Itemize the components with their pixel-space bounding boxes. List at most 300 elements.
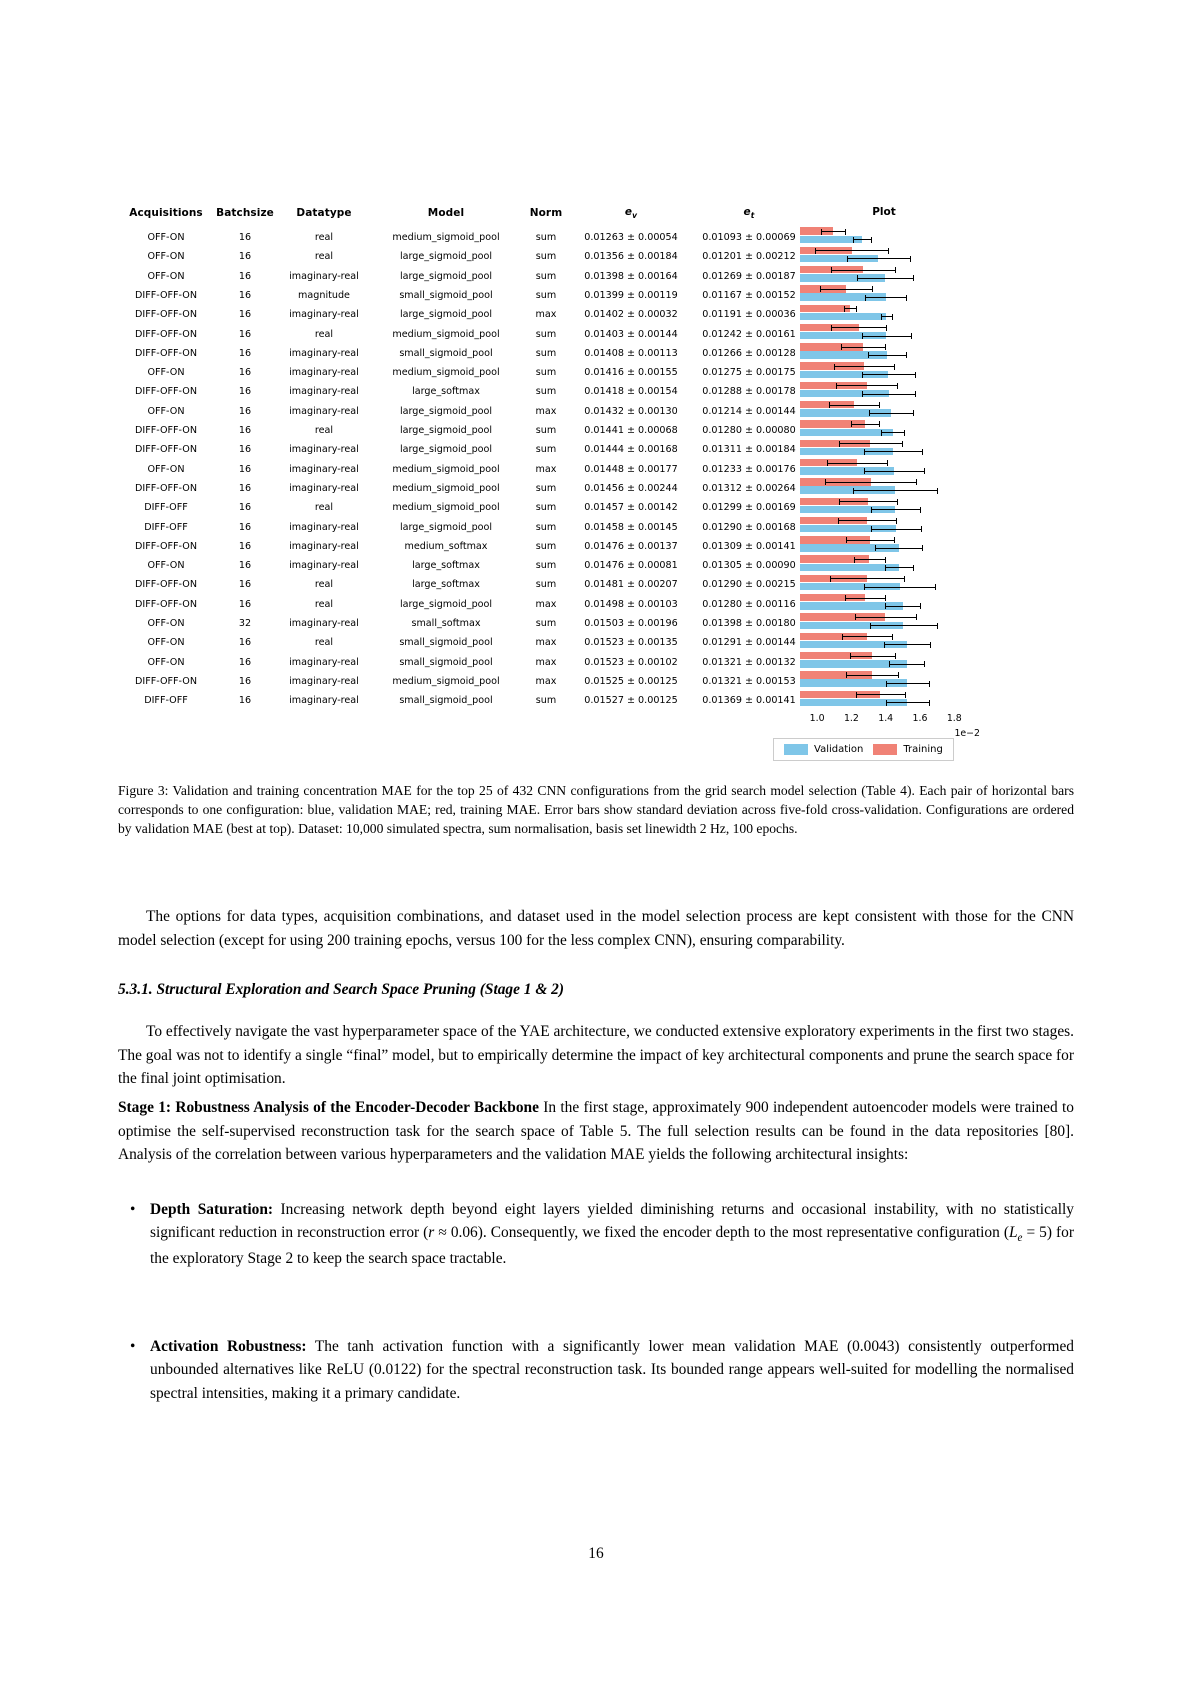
cell-datatype: real — [314, 328, 334, 340]
cell-acquisitions: DIFF-OFF-ON — [134, 482, 198, 494]
training-errorbar-cap-lower — [845, 595, 846, 601]
cell-model: small_softmax — [411, 618, 481, 630]
cell-training-error: 0.01309 ± 0.00141 — [702, 540, 796, 552]
bar-plot — [800, 206, 980, 743]
bar-group — [800, 477, 968, 496]
validation-errorbar-cap-lower — [884, 642, 885, 648]
cell-training-error: 0.01305 ± 0.00090 — [702, 560, 796, 572]
table-row — [118, 247, 808, 266]
bar-group — [800, 651, 968, 670]
cell-validation-error: 0.01408 ± 0.00113 — [584, 347, 678, 359]
table-row — [118, 653, 808, 672]
cell-model: large_sigmoid_pool — [399, 521, 493, 533]
cell-validation-error: 0.01476 ± 0.00081 — [584, 560, 678, 572]
table-row — [118, 518, 808, 537]
bar-group — [800, 245, 968, 264]
cell-validation-error: 0.01458 ± 0.00145 — [584, 521, 678, 533]
training-errorbar-cap-upper — [886, 325, 887, 331]
training-errorbar — [845, 598, 885, 599]
cell-model: medium_sigmoid_pool — [392, 675, 500, 687]
cell-datatype: imaginary-real — [289, 270, 359, 282]
cell-validation-error: 0.01498 ± 0.00103 — [584, 598, 678, 610]
cell-validation-error: 0.01441 ± 0.00068 — [584, 425, 678, 437]
cell-batchsize: 16 — [238, 579, 252, 591]
cell-norm: sum — [535, 444, 557, 456]
table-row — [118, 363, 808, 382]
cell-training-error: 0.01093 ± 0.00069 — [702, 232, 796, 244]
validation-errorbar-cap-lower — [886, 700, 887, 706]
training-errorbar-cap-upper — [897, 383, 898, 389]
training-errorbar-cap-lower — [846, 672, 847, 678]
cell-batchsize: 16 — [238, 598, 252, 610]
training-errorbar-cap-upper — [887, 460, 888, 466]
validation-errorbar-cap-lower — [869, 410, 870, 416]
cell-model: medium_sigmoid_pool — [392, 232, 500, 244]
training-errorbar-cap-lower — [820, 286, 821, 292]
plot-legend — [773, 738, 954, 761]
validation-errorbar-cap-lower — [871, 526, 872, 532]
validation-errorbar-cap-lower — [862, 333, 863, 339]
bar-group — [800, 226, 968, 245]
training-errorbar-cap-upper — [856, 306, 857, 312]
validation-errorbar — [847, 258, 910, 259]
bar-group — [800, 380, 968, 399]
cell-datatype: real — [314, 425, 334, 437]
cell-batchsize: 16 — [238, 463, 252, 475]
validation-errorbar — [864, 471, 925, 472]
validation-errorbar-cap-upper — [920, 603, 921, 609]
training-errorbar — [854, 559, 885, 560]
cell-model: small_sigmoid_pool — [399, 656, 493, 668]
validation-swatch-icon — [784, 744, 808, 755]
validation-errorbar — [857, 278, 913, 279]
validation-errorbar-cap-lower — [885, 603, 886, 609]
cell-acquisitions: OFF-ON — [147, 405, 185, 417]
cell-datatype: imaginary-real — [289, 347, 359, 359]
cell-training-error: 0.01311 ± 0.00184 — [702, 444, 796, 456]
activation-robustness-text: The tanh activation function with a significantly lower mean validation MAE (0.0043) consistently outperformed unbounded alternatives like ReLU (0.0122) for the spectral reconstruction task. Its bounded range appears well-suited for modelling the normalised spectral intensities, making it a primary candidate. — [150, 1338, 1075, 1402]
cell-norm: max — [535, 309, 557, 321]
training-errorbar-cap-lower — [815, 248, 816, 254]
table-row — [118, 614, 808, 633]
cell-norm: max — [535, 637, 557, 649]
training-errorbar-cap-lower — [855, 614, 856, 620]
training-errorbar-cap-lower — [836, 383, 837, 389]
table-row — [118, 556, 808, 575]
cell-training-error: 0.01398 ± 0.00180 — [702, 618, 796, 630]
validation-errorbar — [886, 702, 929, 703]
validation-errorbar-cap-lower — [881, 430, 882, 436]
cell-batchsize: 16 — [238, 367, 252, 379]
validation-errorbar-cap-lower — [853, 237, 854, 243]
cell-validation-error: 0.01356 ± 0.00184 — [584, 251, 678, 263]
validation-errorbar-cap-lower — [870, 623, 871, 629]
cell-acquisitions: DIFF-OFF-ON — [134, 540, 198, 552]
cell-norm: sum — [535, 425, 557, 437]
depth-saturation-text-b: ≈ 0.06). Consequently, we fixed the encoder depth to the most representative configuration ( — [434, 1224, 1009, 1242]
bar-group — [800, 284, 968, 303]
cell-batchsize: 16 — [238, 386, 252, 398]
cell-validation-error: 0.01523 ± 0.00135 — [584, 637, 678, 649]
training-errorbar-cap-upper — [894, 364, 895, 370]
bullet-dot-icon: • — [130, 1201, 136, 1218]
validation-errorbar-cap-upper — [937, 623, 938, 629]
training-errorbar-cap-upper — [916, 479, 917, 485]
cell-batchsize: 32 — [238, 618, 252, 630]
training-errorbar-cap-upper — [895, 653, 896, 659]
training-errorbar — [855, 617, 917, 618]
cell-model: large_sigmoid_pool — [399, 444, 493, 456]
validation-errorbar-cap-upper — [904, 430, 905, 436]
cell-datatype: magnitude — [298, 289, 350, 301]
training-errorbar — [846, 675, 898, 676]
cell-training-error: 0.01191 ± 0.00036 — [702, 309, 796, 321]
cell-datatype: imaginary-real — [289, 695, 359, 707]
cell-validation-error: 0.01403 ± 0.00144 — [584, 328, 678, 340]
validation-errorbar-cap-upper — [921, 526, 922, 532]
table-row — [118, 479, 808, 498]
cell-norm: sum — [535, 540, 557, 552]
validation-errorbar-cap-upper — [871, 237, 872, 243]
cell-model: large_softmax — [412, 386, 480, 398]
cell-datatype: imaginary-real — [289, 521, 359, 533]
cell-norm: sum — [535, 270, 557, 282]
cell-training-error: 0.01290 ± 0.00168 — [702, 521, 796, 533]
cell-batchsize: 16 — [238, 251, 252, 263]
cell-training-error: 0.01288 ± 0.00178 — [702, 386, 796, 398]
caption-text: Validation and training concentration MAE for the top 25 of 432 CNN configurations from the grid search model selection (Table 4). Each pair of horizontal bars corresponds to one configuration: blue, validation MAE; red, training MAE. Error bars show standard deviation across five-fold cross-validation. Configurations are ordered by validation MAE (best at top). Dataset: 10,000 simulated spectra, sum normalisation, basis set linewidth 2 Hz, 100 epochs. — [118, 783, 1074, 836]
table-row — [118, 537, 808, 556]
training-errorbar — [820, 289, 872, 290]
cell-batchsize: 16 — [238, 521, 252, 533]
validation-bar — [800, 429, 893, 436]
axis-exponent-label: 1e−2 — [954, 728, 980, 739]
cell-datatype: imaginary-real — [289, 560, 359, 572]
cell-batchsize: 16 — [238, 502, 252, 514]
validation-errorbar-cap-upper — [906, 352, 907, 358]
math-symbol-le — [1008, 1224, 1023, 1245]
cell-validation-error: 0.01444 ± 0.00168 — [584, 444, 678, 456]
table-header — [118, 206, 808, 228]
page-number: 16 — [588, 1545, 604, 1562]
cell-validation-error: 0.01457 ± 0.00142 — [584, 502, 678, 514]
bar-group — [800, 361, 968, 380]
validation-errorbar — [881, 432, 904, 433]
validation-errorbar-cap-lower — [853, 488, 854, 494]
cell-model: small_sigmoid_pool — [399, 289, 493, 301]
validation-errorbar — [862, 336, 911, 337]
bar-group — [800, 419, 968, 438]
cell-datatype: real — [314, 502, 334, 514]
cell-norm: max — [535, 675, 557, 687]
validation-errorbar — [865, 297, 906, 298]
cell-acquisitions: DIFF-OFF-ON — [134, 309, 198, 321]
cell-acquisitions: DIFF-OFF-ON — [134, 328, 198, 340]
validation-errorbar-cap-upper — [911, 333, 912, 339]
config-results-table — [118, 206, 808, 711]
cell-model: large_sigmoid_pool — [399, 598, 493, 610]
validation-errorbar-cap-upper — [924, 661, 925, 667]
cell-training-error: 0.01269 ± 0.00187 — [702, 270, 796, 282]
training-errorbar-cap-upper — [879, 402, 880, 408]
plot-title: Plot — [872, 206, 896, 218]
validation-errorbar-cap-upper — [892, 314, 893, 320]
training-errorbar-cap-upper — [888, 248, 889, 254]
validation-errorbar-cap-lower — [875, 545, 876, 551]
cell-acquisitions: DIFF-OFF — [144, 502, 188, 514]
x-tick-label: 1.6 — [912, 713, 928, 724]
legend-entry-validation — [784, 744, 863, 755]
cell-training-error: 0.01242 ± 0.00161 — [702, 328, 796, 340]
training-errorbar-cap-lower — [830, 576, 831, 582]
cell-training-error: 0.01167 ± 0.00152 — [702, 289, 796, 301]
cell-norm: sum — [535, 521, 557, 533]
validation-errorbar — [862, 394, 915, 395]
validation-errorbar-cap-upper — [913, 275, 914, 281]
cell-model: medium_sigmoid_pool — [392, 463, 500, 475]
training-errorbar-cap-upper — [902, 441, 903, 447]
cell-datatype: imaginary-real — [289, 656, 359, 668]
validation-errorbar-cap-upper — [922, 545, 923, 551]
cell-batchsize: 16 — [238, 540, 252, 552]
validation-errorbar — [853, 490, 937, 491]
training-errorbar-cap-upper — [885, 344, 886, 350]
bar-group — [800, 573, 968, 592]
validation-errorbar-cap-upper — [922, 449, 923, 455]
cell-model: large_sigmoid_pool — [399, 270, 493, 282]
table-row — [118, 498, 808, 517]
bar-group — [800, 496, 968, 515]
cell-acquisitions: DIFF-OFF-ON — [134, 579, 198, 591]
bar-group — [800, 458, 968, 477]
training-errorbar — [856, 694, 904, 695]
table-row — [118, 575, 808, 594]
validation-errorbar-cap-lower — [885, 565, 886, 571]
cell-datatype: imaginary-real — [289, 405, 359, 417]
bar-group — [800, 515, 968, 534]
cell-norm: max — [535, 463, 557, 475]
cell-training-error: 0.01280 ± 0.00080 — [702, 425, 796, 437]
table-row — [118, 595, 808, 614]
cell-training-error: 0.01275 ± 0.00175 — [702, 367, 796, 379]
training-errorbar — [831, 270, 895, 271]
bar-group — [800, 438, 968, 457]
ev-symbol: e — [624, 206, 633, 218]
training-errorbar-cap-lower — [854, 557, 855, 563]
cell-batchsize: 16 — [238, 347, 252, 359]
bar-group — [800, 342, 968, 361]
legend-label-training: Training — [903, 744, 943, 755]
training-errorbar-cap-upper — [879, 421, 880, 427]
cell-datatype: imaginary-real — [289, 367, 359, 379]
validation-errorbar-cap-lower — [862, 391, 863, 397]
training-errorbar-cap-upper — [885, 595, 886, 601]
cell-training-error: 0.01201 ± 0.00212 — [702, 251, 796, 263]
cell-acquisitions: OFF-ON — [147, 367, 185, 379]
training-errorbar — [841, 347, 885, 348]
stage-1-runin: Stage 1: Robustness Analysis of the Encoder-Decoder Backbone — [118, 1099, 539, 1117]
cell-norm: sum — [535, 328, 557, 340]
training-errorbar-cap-lower — [851, 421, 852, 427]
validation-errorbar-cap-lower — [864, 584, 865, 590]
validation-errorbar — [864, 451, 922, 452]
cell-acquisitions: OFF-ON — [147, 637, 185, 649]
cell-training-error: 0.01291 ± 0.00144 — [702, 637, 796, 649]
validation-errorbar-cap-lower — [857, 275, 858, 281]
bar-group — [800, 689, 968, 708]
cell-batchsize: 16 — [238, 328, 252, 340]
training-errorbar-cap-lower — [821, 229, 822, 235]
validation-errorbar-cap-upper — [906, 295, 907, 301]
bars-container — [800, 226, 968, 709]
validation-bar — [800, 313, 886, 320]
caption-label: Figure 3: — [118, 783, 169, 798]
validation-errorbar-cap-lower — [864, 449, 865, 455]
training-errorbar-cap-lower — [850, 653, 851, 659]
cell-validation-error: 0.01503 ± 0.00196 — [584, 618, 678, 630]
training-errorbar — [838, 520, 896, 521]
bullet-activation-robustness — [130, 1335, 1075, 1405]
table-row — [118, 691, 808, 710]
cell-acquisitions: OFF-ON — [147, 560, 185, 572]
cell-datatype: real — [314, 637, 334, 649]
bar-group — [800, 670, 968, 689]
cell-norm: sum — [535, 386, 557, 398]
validation-errorbar — [868, 355, 907, 356]
cell-training-error: 0.01312 ± 0.00264 — [702, 482, 796, 494]
training-errorbar-cap-upper — [898, 672, 899, 678]
cell-validation-error: 0.01416 ± 0.00155 — [584, 367, 678, 379]
validation-errorbar-cap-upper — [913, 410, 914, 416]
cell-datatype: imaginary-real — [289, 386, 359, 398]
training-errorbar — [850, 656, 895, 657]
training-errorbar-cap-lower — [842, 634, 843, 640]
math-symbol-l: L — [1008, 1224, 1018, 1242]
validation-errorbar-cap-lower — [881, 314, 882, 320]
cell-acquisitions: OFF-ON — [147, 656, 185, 668]
cell-acquisitions: DIFF-OFF-ON — [134, 386, 198, 398]
table-row — [118, 305, 808, 324]
training-errorbar-cap-lower — [839, 499, 840, 505]
cell-training-error: 0.01266 ± 0.00128 — [702, 347, 796, 359]
bar-group — [800, 554, 968, 573]
validation-errorbar — [885, 567, 913, 568]
cell-acquisitions: OFF-ON — [147, 251, 185, 263]
training-errorbar-cap-upper — [904, 576, 905, 582]
validation-errorbar-cap-upper — [913, 565, 914, 571]
validation-errorbar-cap-lower — [862, 372, 863, 378]
col-header-training-error — [690, 206, 808, 228]
training-errorbar-cap-lower — [856, 692, 857, 698]
cell-norm: sum — [535, 618, 557, 630]
training-errorbar-cap-lower — [831, 325, 832, 331]
validation-errorbar-cap-upper — [937, 488, 938, 494]
training-errorbar-cap-upper — [896, 518, 897, 524]
cell-batchsize: 16 — [238, 695, 252, 707]
cell-model: small_sigmoid_pool — [399, 347, 493, 359]
cell-validation-error: 0.01402 ± 0.00032 — [584, 309, 678, 321]
cell-model: large_softmax — [412, 560, 480, 572]
cell-datatype: imaginary-real — [289, 309, 359, 321]
training-errorbar — [836, 385, 897, 386]
cell-training-error: 0.01233 ± 0.00176 — [702, 463, 796, 475]
cell-validation-error: 0.01476 ± 0.00137 — [584, 540, 678, 552]
bar-group — [800, 593, 968, 612]
validation-errorbar-cap-upper — [915, 391, 916, 397]
training-errorbar-cap-upper — [897, 499, 898, 505]
cell-acquisitions: DIFF-OFF-ON — [134, 289, 198, 301]
x-tick-label: 1.0 — [809, 713, 825, 724]
cell-validation-error: 0.01527 ± 0.00125 — [584, 695, 678, 707]
cell-batchsize: 16 — [238, 425, 252, 437]
training-bar — [800, 305, 850, 312]
bullet-depth-saturation — [130, 1198, 1074, 1271]
validation-errorbar — [871, 509, 920, 510]
training-errorbar — [844, 308, 856, 309]
cell-norm: sum — [535, 579, 557, 591]
training-errorbar-cap-lower — [825, 479, 826, 485]
cell-datatype: imaginary-real — [289, 463, 359, 475]
cell-batchsize: 16 — [238, 270, 252, 282]
validation-errorbar — [881, 316, 892, 317]
validation-errorbar — [889, 664, 924, 665]
cell-model: large_sigmoid_pool — [399, 251, 493, 263]
table-body — [118, 228, 808, 710]
bar-group — [800, 535, 968, 554]
cell-validation-error: 0.01398 ± 0.00164 — [584, 270, 678, 282]
training-errorbar — [851, 424, 878, 425]
cell-validation-error: 0.01456 ± 0.00244 — [584, 482, 678, 494]
training-errorbar-cap-lower — [841, 344, 842, 350]
training-errorbar — [815, 250, 888, 251]
cell-acquisitions: DIFF-OFF-ON — [134, 425, 198, 437]
cell-acquisitions: DIFF-OFF-ON — [134, 444, 198, 456]
x-tick-label: 1.2 — [843, 713, 859, 724]
cell-norm: sum — [535, 367, 557, 379]
cell-training-error: 0.01299 ± 0.00169 — [702, 502, 796, 514]
cell-norm: sum — [535, 347, 557, 359]
cell-datatype: imaginary-real — [289, 675, 359, 687]
cell-norm: sum — [535, 560, 557, 572]
cell-model: medium_sigmoid_pool — [392, 502, 500, 514]
cell-norm: sum — [535, 289, 557, 301]
cell-model: large_sigmoid_pool — [399, 309, 493, 321]
legend-entry-training — [873, 744, 942, 755]
bar-group — [800, 322, 968, 341]
figure-caption — [118, 782, 1074, 838]
cell-validation-error: 0.01448 ± 0.00177 — [584, 463, 678, 475]
validation-errorbar-cap-upper — [929, 681, 930, 687]
cell-validation-error: 0.01399 ± 0.00119 — [584, 289, 678, 301]
cell-norm: sum — [535, 232, 557, 244]
table-row — [118, 421, 808, 440]
cell-model: small_sigmoid_pool — [399, 637, 493, 649]
cell-validation-error: 0.01418 ± 0.00154 — [584, 386, 678, 398]
depth-saturation-text-c: = 5) for the exploratory Stage 2 to keep the search space tractable. — [150, 1224, 1074, 1268]
validation-errorbar-cap-lower — [847, 256, 848, 262]
training-errorbar — [830, 578, 904, 579]
cell-model: medium_sigmoid_pool — [392, 367, 500, 379]
math-symbol-r: r — [428, 1224, 435, 1242]
training-errorbar — [821, 231, 845, 232]
bar-group — [800, 303, 968, 322]
training-errorbar — [839, 443, 902, 444]
cell-norm: max — [535, 405, 557, 417]
paragraph-stage-1 — [118, 1096, 1074, 1166]
cell-validation-error: 0.01523 ± 0.00102 — [584, 656, 678, 668]
cell-training-error: 0.01369 ± 0.00141 — [702, 695, 796, 707]
training-errorbar — [831, 327, 886, 328]
